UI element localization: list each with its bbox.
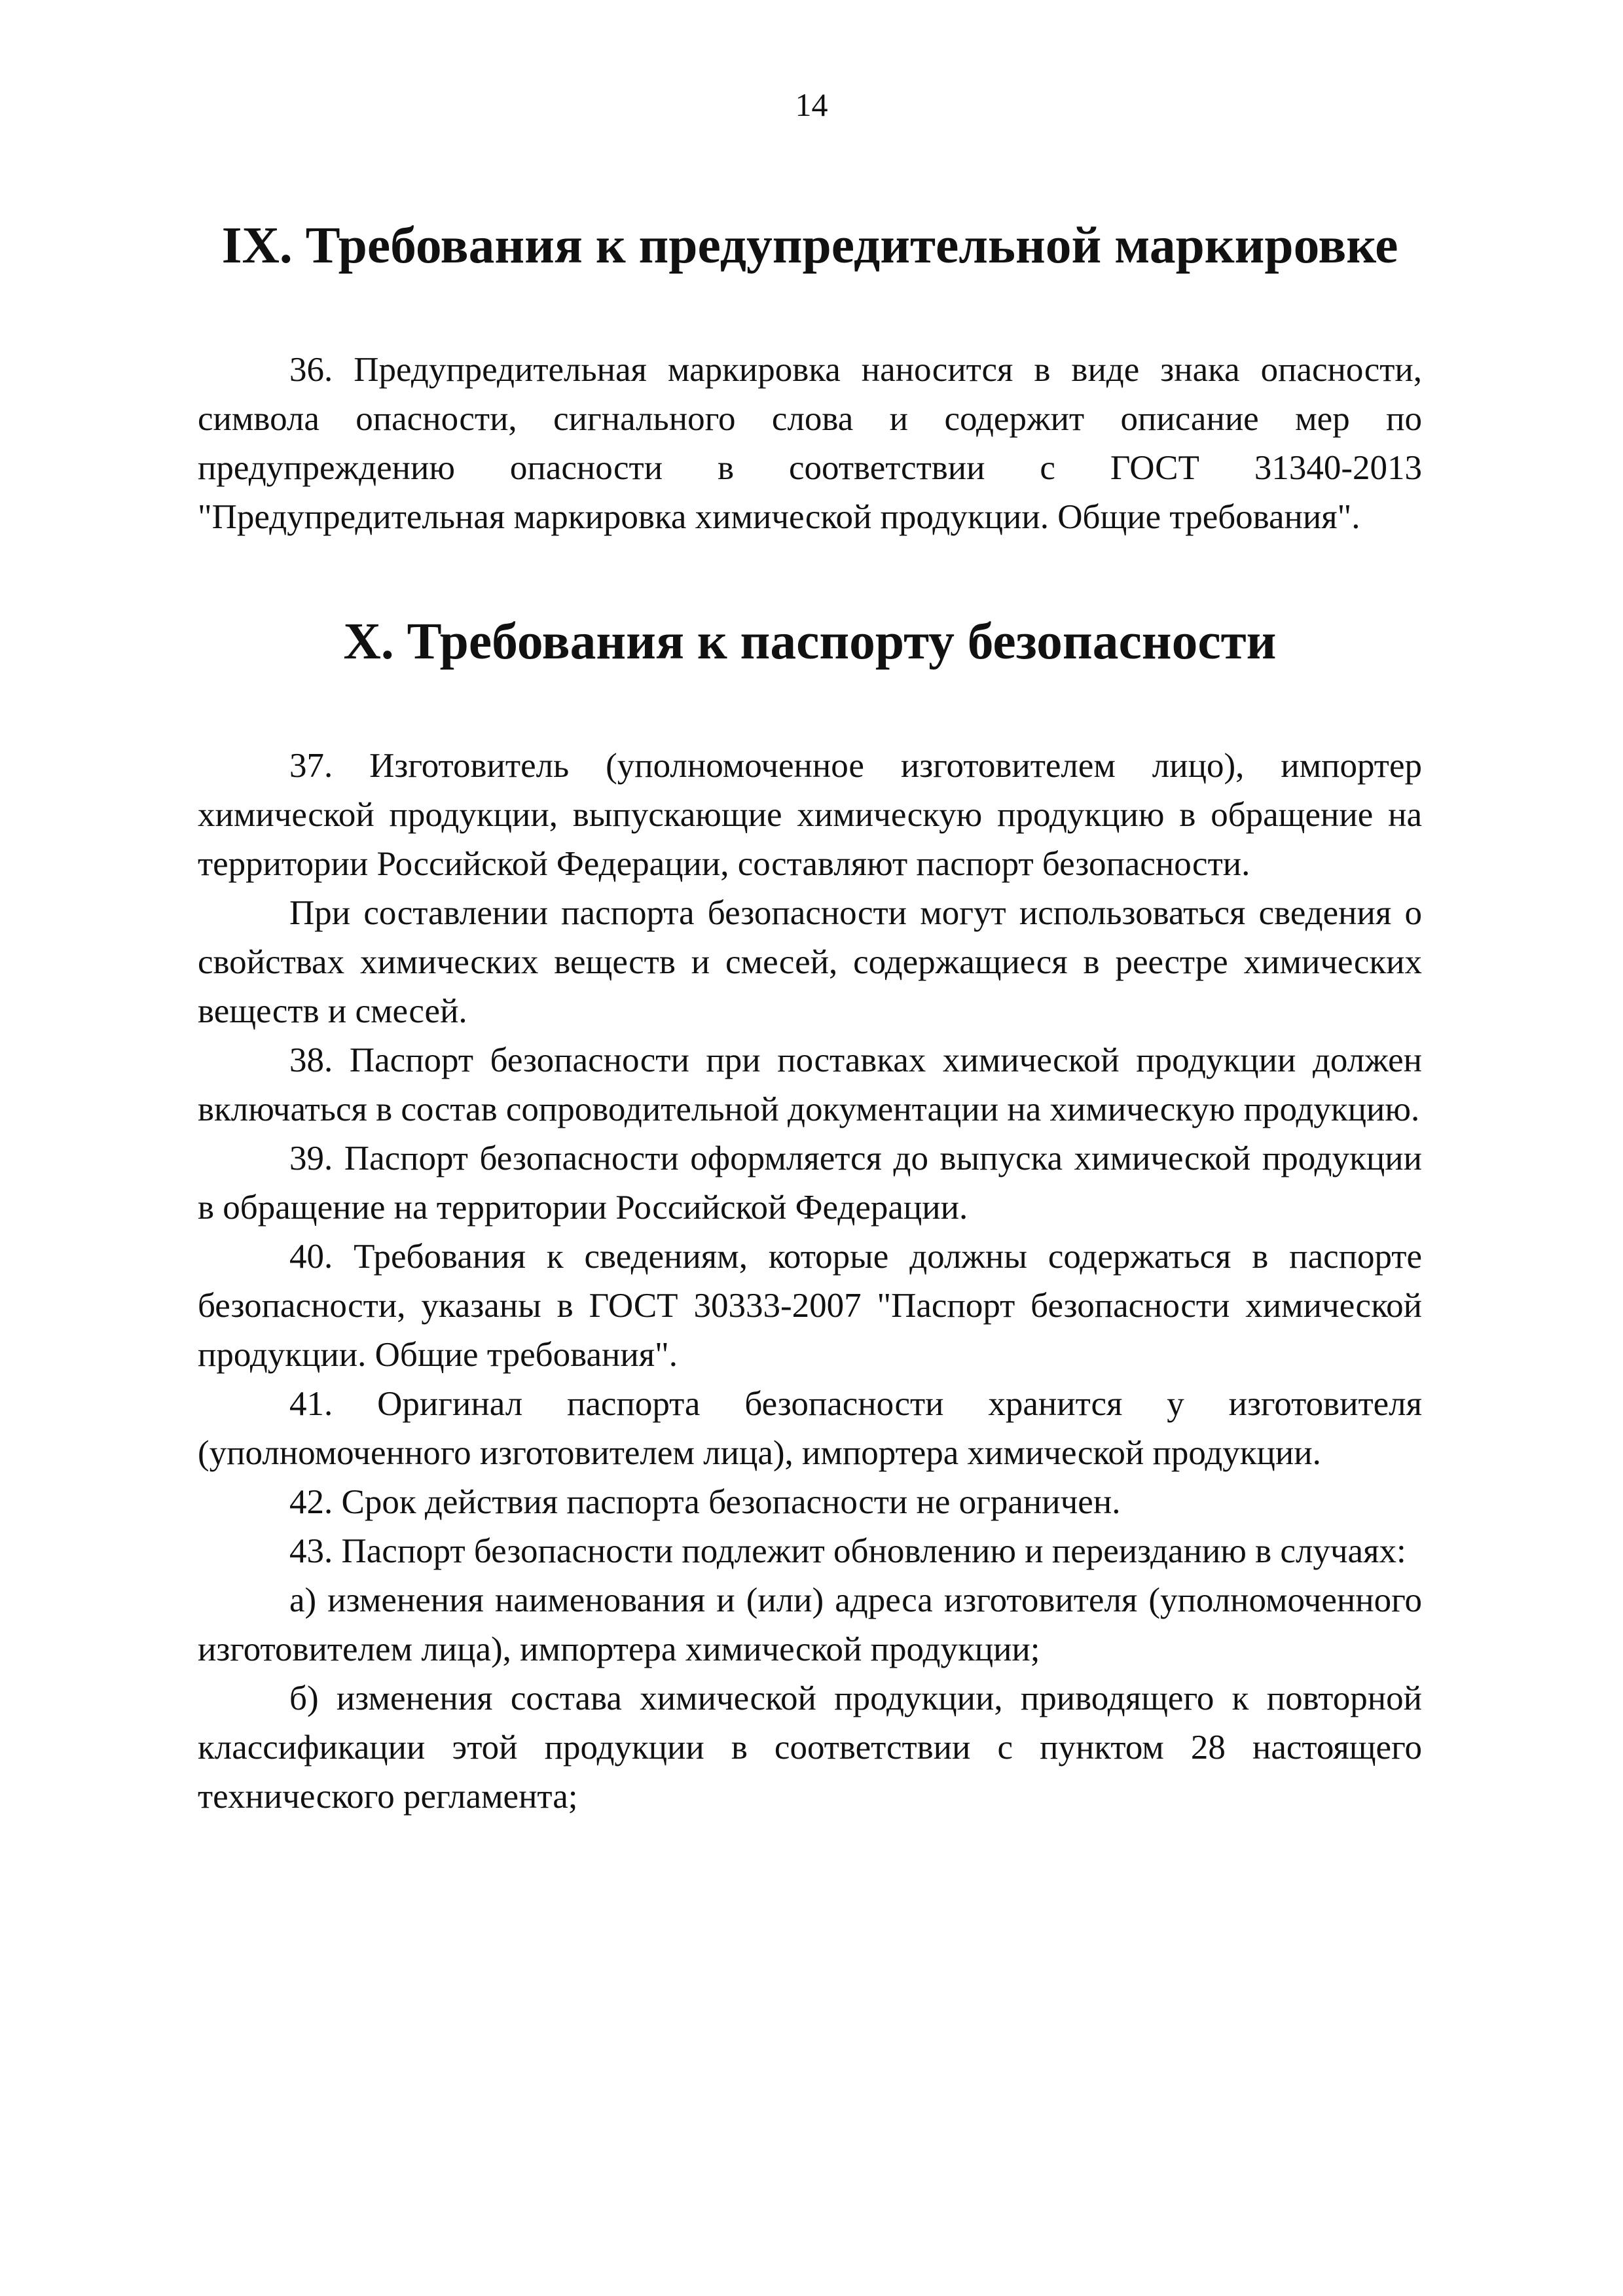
paragraph-36: 36. Предупредительная маркировка наносится в виде знака опасности, символа опасности, сигнального слова и содержит описание мер по предупреждению опасности в соответствии с ГОСТ 31340-2013 "Предупредительная маркировка химической продукции. Общие требования".: [198, 351, 1422, 536]
section-heading-10: X. Требования к паспорту безопасности: [343, 613, 1277, 670]
paragraph-43: 43. Паспорт безопасности подлежит обновлению и переизданию в случаях:: [289, 1532, 1406, 1570]
paragraph-40: 40. Требования к сведениям, которые должны содержаться в паспорте безопасности, указаны в ГОСТ 30333-2007 "Паспорт безопасности химической продукции. Общие требования".: [198, 1238, 1422, 1374]
paragraph-43-b: б) изменения состава химической продукции, приводящего к повторной классификации этой продукции в соответствии с пунктом 28 настоящего технического регламента;: [198, 1679, 1422, 1816]
paragraph-37: 37. Изготовитель (уполномоченное изготовителем лицо), импортер химической продукции, выпускающие химическую продукцию в обращение на территории Российской Федерации, составляют паспорт безопасности.: [198, 747, 1422, 883]
paragraph-37-note: При составлении паспорта безопасности могут использоваться сведения о свойствах химических веществ и смесей, содержащиеся в реестре химических веществ и смесей.: [198, 894, 1422, 1030]
paragraph-41: 41. Оригинал паспорта безопасности хранится у изготовителя (уполномоченного изготовителем лица), импортера химической продукции.: [198, 1385, 1422, 1472]
page-number: 14: [795, 86, 828, 123]
paragraph-42: 42. Срок действия паспорта безопасности не ограничен.: [289, 1483, 1121, 1521]
section-heading-9: IX. Требования к предупредительной маркировке: [221, 217, 1398, 274]
document-body: [198, 217, 1422, 1821]
paragraph-38: 38. Паспорт безопасности при поставках химической продукции должен включаться в состав сопроводительной документации на химическую продукцию.: [198, 1041, 1422, 1128]
paragraph-43-a: а) изменения наименования и (или) адреса изготовителя (уполномоченного изготовителем лица), импортера химической продукции;: [198, 1581, 1422, 1668]
paragraph-39: 39. Паспорт безопасности оформляется до выпуска химической продукции в обращение на территории Российской Федерации.: [198, 1139, 1422, 1227]
